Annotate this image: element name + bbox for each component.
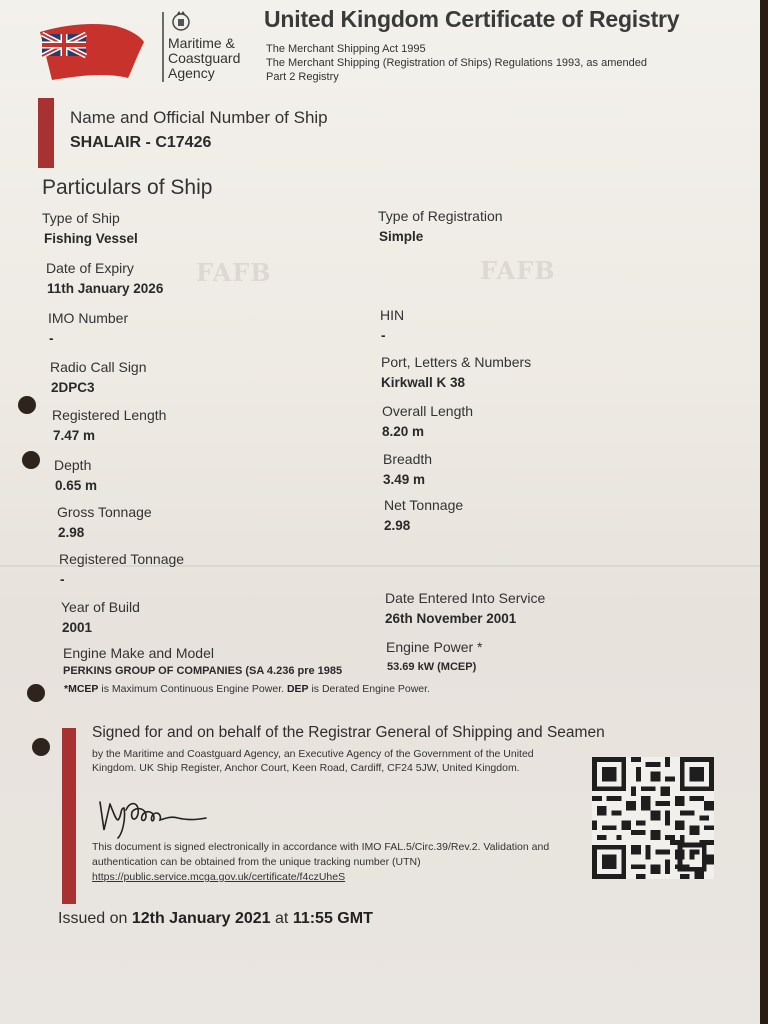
year-of-build-value: 2001 <box>62 620 93 635</box>
gross-tonnage-label: Gross Tonnage <box>57 504 152 520</box>
date-of-expiry-value: 11th January 2026 <box>47 281 164 296</box>
name-accent-bar <box>38 98 54 168</box>
esign-text: This document is signed electronically in accordance with IMO FAL.5/Circ.39/Rev.2. Validation and authentication can be obtained from the unique tracking number (UTN) <box>92 841 550 868</box>
dep-abbrev: DEP <box>286 683 309 695</box>
overall-length-value: 8.20 m <box>382 424 425 439</box>
net-tonnage-value: 2.98 <box>384 518 411 533</box>
agency-divider <box>162 12 164 82</box>
particulars-title: Particulars of Ship <box>42 176 213 199</box>
service-date-label: Date Entered Into Service <box>385 590 546 606</box>
registered-tonnage-label: Registered Tonnage <box>59 551 185 567</box>
port-value: Kirkwall K 38 <box>381 375 466 390</box>
certificate-link[interactable]: https://public.service.mcga.gov.uk/certificate/f4czUheS <box>92 871 346 883</box>
registered-length-value: 7.47 m <box>53 428 96 443</box>
registered-length-label: Registered Length <box>52 407 167 423</box>
type-of-ship-value: Fishing Vessel <box>44 231 138 246</box>
breadth-value: 3.49 m <box>383 472 426 487</box>
mcep-text: is Maximum Continuous Engine Power. <box>98 683 287 695</box>
issued-line <box>58 910 373 928</box>
regulations-line: The Merchant Shipping (Registration of Ships) Regulations 1993, as amended <box>266 57 647 69</box>
signature-accent-bar <box>62 728 76 904</box>
net-tonnage-label: Net Tonnage <box>384 497 464 513</box>
watermark: FAFB <box>196 258 272 287</box>
ship-name-value: SHALAIR - C17426 <box>70 134 212 151</box>
mcep-footnote <box>64 683 430 695</box>
type-of-registration-label: Type of Registration <box>378 208 503 224</box>
issued-prefix: Issued on <box>58 910 132 927</box>
imo-number-label: IMO Number <box>48 310 129 326</box>
issued-mid: at <box>270 910 293 927</box>
part-line: Part 2 Registry <box>266 71 339 83</box>
type-of-ship-label: Type of Ship <box>42 210 120 226</box>
hin-value: - <box>381 328 386 343</box>
punch-hole <box>18 396 36 414</box>
watermark: FAFB <box>480 256 556 285</box>
handwritten-signature <box>96 790 211 840</box>
engine-make-value: PERKINS GROUP OF COMPANIES (SA 4.236 pre 1985 <box>63 665 343 677</box>
qr-code-icon <box>592 756 714 880</box>
call-sign-label: Radio Call Sign <box>50 359 147 375</box>
signed-body: by the Maritime and Coastguard Agency, an Executive Agency of the Government of the United Kingdom. UK Ship Register, Anchor Court, Keen Road, Cardiff, CF24 5JW, United Kingdom. <box>92 748 534 774</box>
year-of-build-label: Year of Build <box>61 599 140 615</box>
engine-make-label: Engine Make and Model <box>63 645 214 661</box>
agency-name-line: Agency <box>168 65 215 81</box>
dep-text: is Derated Engine Power. <box>308 683 430 695</box>
royal-crest-icon <box>168 8 194 34</box>
act-line: The Merchant Shipping Act 1995 <box>266 43 426 55</box>
esign-notice <box>92 840 552 885</box>
imo-number-value: - <box>49 331 54 346</box>
registered-tonnage-value: - <box>60 572 65 587</box>
engine-power-value: 53.69 kW (MCEP) <box>387 661 477 673</box>
port-label: Port, Letters & Numbers <box>381 354 532 370</box>
hin-label: HIN <box>380 307 405 323</box>
certificate-title: United Kingdom Certificate of Registry <box>264 6 680 32</box>
breadth-label: Breadth <box>383 451 433 467</box>
issued-time: 11:55 GMT <box>292 910 373 927</box>
mcep-abbrev: *MCEP <box>64 683 99 695</box>
date-of-expiry-label: Date of Expiry <box>46 260 134 276</box>
overall-length-label: Overall Length <box>382 403 474 419</box>
agency-name-line: Maritime & <box>168 35 235 51</box>
red-ensign-flag-icon <box>36 18 146 82</box>
type-of-registration-value: Simple <box>379 229 424 244</box>
agency-name-line: Coastguard <box>168 50 241 66</box>
punch-hole <box>32 738 50 756</box>
gross-tonnage-value: 2.98 <box>58 525 85 540</box>
depth-label: Depth <box>54 457 92 473</box>
issued-date: 12th January 2021 <box>131 910 271 927</box>
punch-hole <box>22 451 40 469</box>
call-sign-value: 2DPC3 <box>51 380 95 395</box>
depth-value: 0.65 m <box>55 478 98 493</box>
agency-name <box>168 36 240 81</box>
service-date-value: 26th November 2001 <box>385 611 517 626</box>
engine-power-label: Engine Power * <box>386 639 483 655</box>
ship-name-label: Name and Official Number of Ship <box>70 108 328 127</box>
signed-title: Signed for and on behalf of the Registrar General of Shipping and Seamen <box>92 724 605 741</box>
punch-hole <box>27 684 45 702</box>
legislation-block <box>266 42 647 84</box>
